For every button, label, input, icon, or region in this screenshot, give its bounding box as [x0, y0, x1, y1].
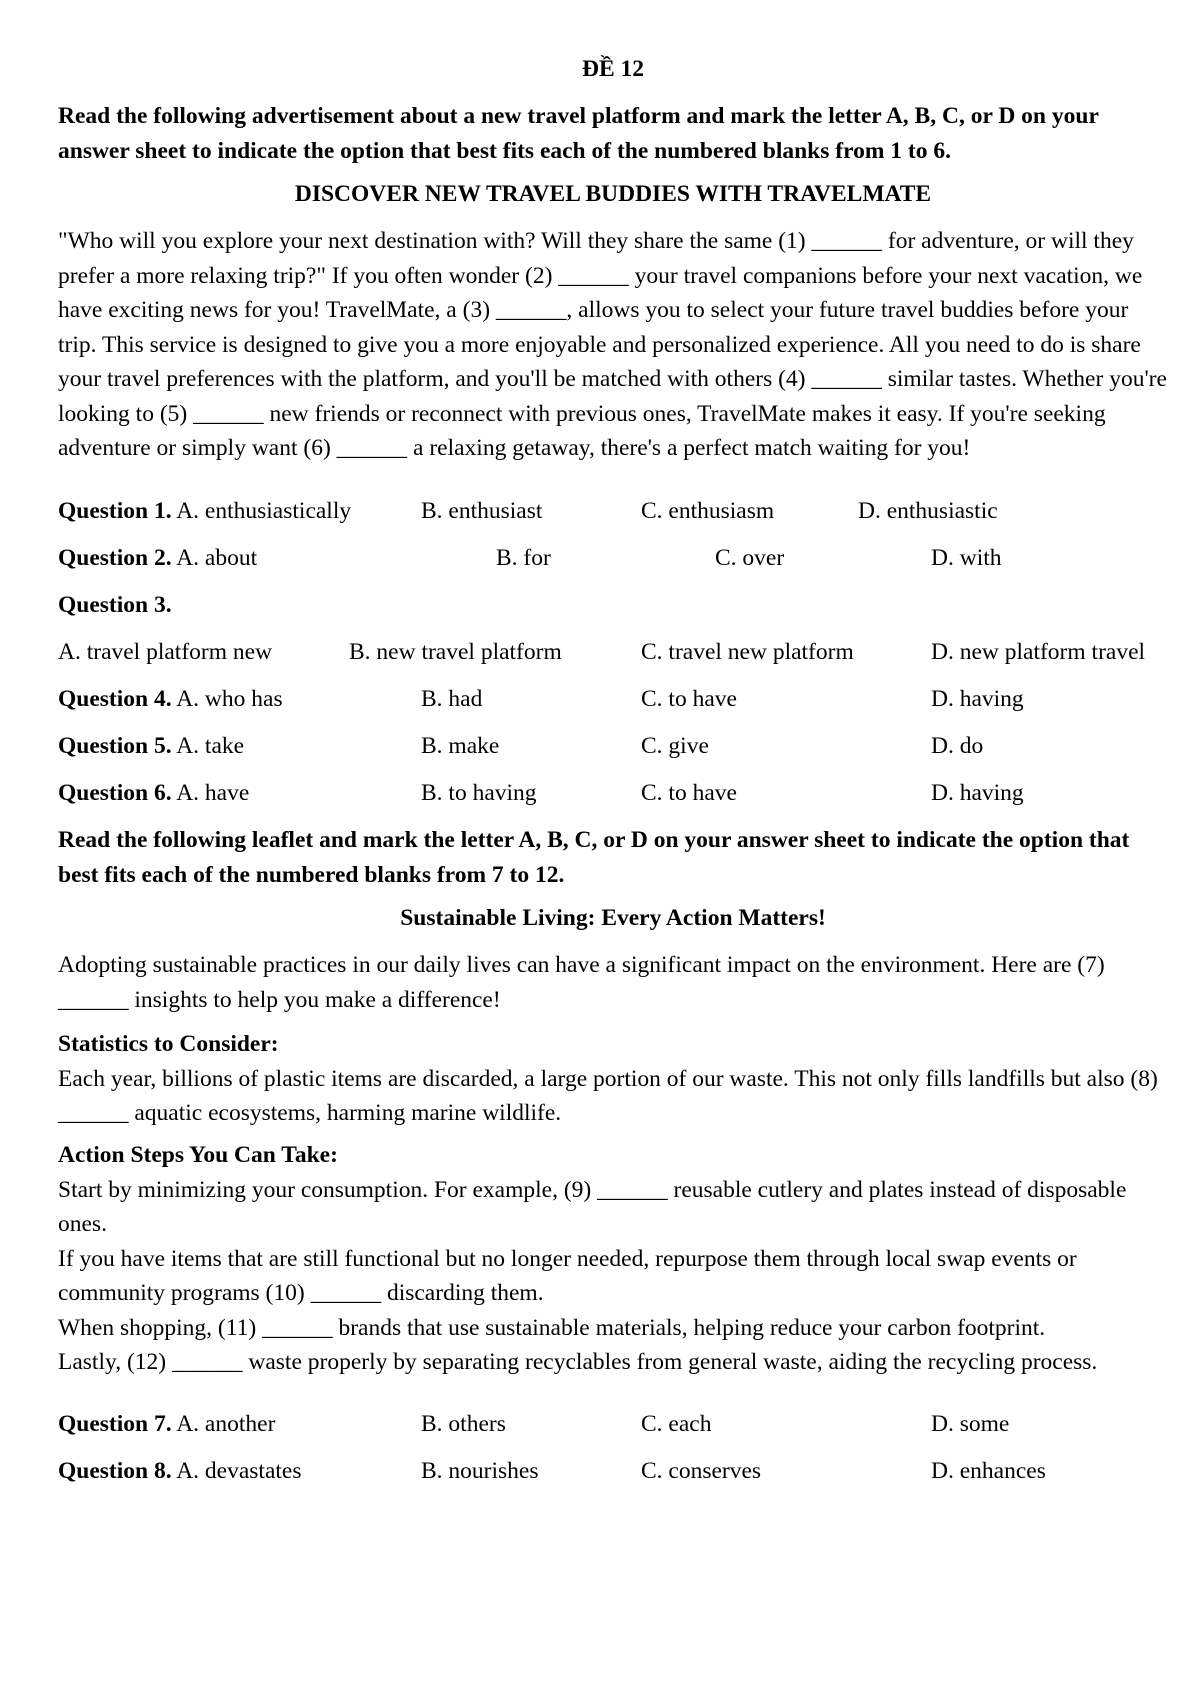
page-title: ĐỀ 12	[581, 56, 645, 82]
question-row	[0, 776, 1200, 810]
option-a: A. take	[176, 733, 245, 759]
option-c: C. travel new platform	[641, 639, 854, 665]
option-c: C. conserves	[641, 1458, 762, 1484]
question-label: Question 2.	[58, 545, 172, 571]
question-label: Question 8.	[58, 1458, 172, 1484]
step-item: Lastly, (12) ______ waste properly by separating recyclables from general waste, aiding the recycling process.	[58, 1349, 1098, 1375]
option-b: B. enthusiast	[421, 498, 543, 524]
option-a: A. another	[176, 1411, 276, 1437]
option-c: C. over	[715, 545, 785, 571]
steps-section	[58, 1138, 1168, 1380]
part1-instruction: Read the following advertisement about a new travel platform and mark the letter A, B, C, or D on your answer sheet to indicate the option that best fits each of the numbered blanks from 1 to 6.	[58, 103, 1099, 164]
option-b: B. new travel platform	[349, 639, 562, 665]
option-d: D. with	[931, 545, 1002, 571]
option-b: B. to having	[421, 780, 537, 806]
option-c: C. each	[641, 1411, 712, 1437]
part1-passage: "Who will you explore your next destination with? Will they share the same (1) ______ for adventure, or will they prefer a more relaxing trip?" If you often wonder (2) ______ your travel companions before your next vacation, we have exciting news for you! TravelMate, a (3) ______, allows you to select your future travel buddies before your trip. This service is designed to give you a more enjoyable and personalized experience. All you need to do is share your travel preferences with the platform, and you'll be matched with others (4) ______ similar tastes. Whether you're looking to (5) ______ new friends or reconnect with previous ones, TravelMate makes it easy. If you're seeking adventure or simply want (6) ______ a relaxing getaway, there's a perfect match waiting for you!	[58, 228, 1167, 461]
question-label: Question 3.	[58, 592, 172, 618]
question-label: Question 4.	[58, 686, 172, 712]
option-d: D. enthusiastic	[858, 498, 998, 524]
option-d: D. new platform travel	[931, 639, 1146, 665]
question-row	[0, 682, 1200, 716]
option-d: D. having	[931, 686, 1024, 712]
question-row	[0, 1454, 1200, 1488]
option-a: A. have	[176, 780, 250, 806]
option-b: B. nourishes	[421, 1458, 539, 1484]
option-a: A. enthusiastically	[176, 498, 352, 524]
stats-section	[58, 1027, 1168, 1131]
option-d: D. do	[931, 733, 984, 759]
option-b: B. had	[421, 686, 483, 712]
option-d: D. enhances	[931, 1458, 1046, 1484]
part1-heading: DISCOVER NEW TRAVEL BUDDIES WITH TRAVELMATE	[294, 181, 932, 207]
question-row	[0, 1407, 1200, 1441]
option-c: C. enthusiasm	[641, 498, 775, 524]
option-a: A. who has	[176, 686, 283, 712]
option-c: C. to have	[641, 780, 737, 806]
option-a: A. travel platform new	[58, 639, 273, 665]
option-a: A. devastates	[176, 1458, 302, 1484]
steps-heading: Action Steps You Can Take:	[58, 1142, 338, 1168]
question-row	[0, 541, 1200, 575]
option-b: B. for	[496, 545, 551, 571]
question-row	[0, 494, 1200, 528]
stats-heading: Statistics to Consider:	[58, 1031, 279, 1057]
option-row	[0, 635, 1200, 669]
part2-intro: Adopting sustainable practices in our daily lives can have a significant impact on the environment. Here are (7) ______ insights to help you make a difference!	[58, 952, 1105, 1013]
option-b: B. others	[421, 1411, 506, 1437]
part2-heading: Sustainable Living: Every Action Matters!	[400, 905, 826, 931]
option-d: D. some	[931, 1411, 1010, 1437]
option-a: A. about	[176, 545, 258, 571]
option-b: B. make	[421, 733, 500, 759]
question-label: Question 6.	[58, 780, 172, 806]
step-item: Start by minimizing your consumption. For example, (9) ______ reusable cutlery and plates instead of disposable ones.	[58, 1176, 1127, 1237]
stats-text: Each year, billions of plastic items are discarded, a large portion of our waste. This not only fills landfills but also (8) ______ aquatic ecosystems, harming marine wildlife.	[58, 1065, 1158, 1126]
question-label: Question 5.	[58, 733, 172, 759]
question-row	[0, 729, 1200, 763]
step-item: If you have items that are still functional but no longer needed, repurpose them through local swap events or community programs (10) ______ discarding them.	[58, 1245, 1077, 1306]
option-d: D. having	[931, 780, 1024, 806]
question-label: Question 1.	[58, 498, 172, 524]
step-item: When shopping, (11) ______ brands that use sustainable materials, helping reduce your carbon footprint.	[58, 1314, 1046, 1341]
question-row	[0, 588, 1200, 622]
option-c: C. to have	[641, 686, 737, 712]
part2-instruction: Read the following leaflet and mark the letter A, B, C, or D on your answer sheet to indicate the option that best fits each of the numbered blanks from 7 to 12.	[58, 827, 1130, 888]
option-c: C. give	[641, 733, 709, 759]
question-label: Question 7.	[58, 1411, 172, 1437]
